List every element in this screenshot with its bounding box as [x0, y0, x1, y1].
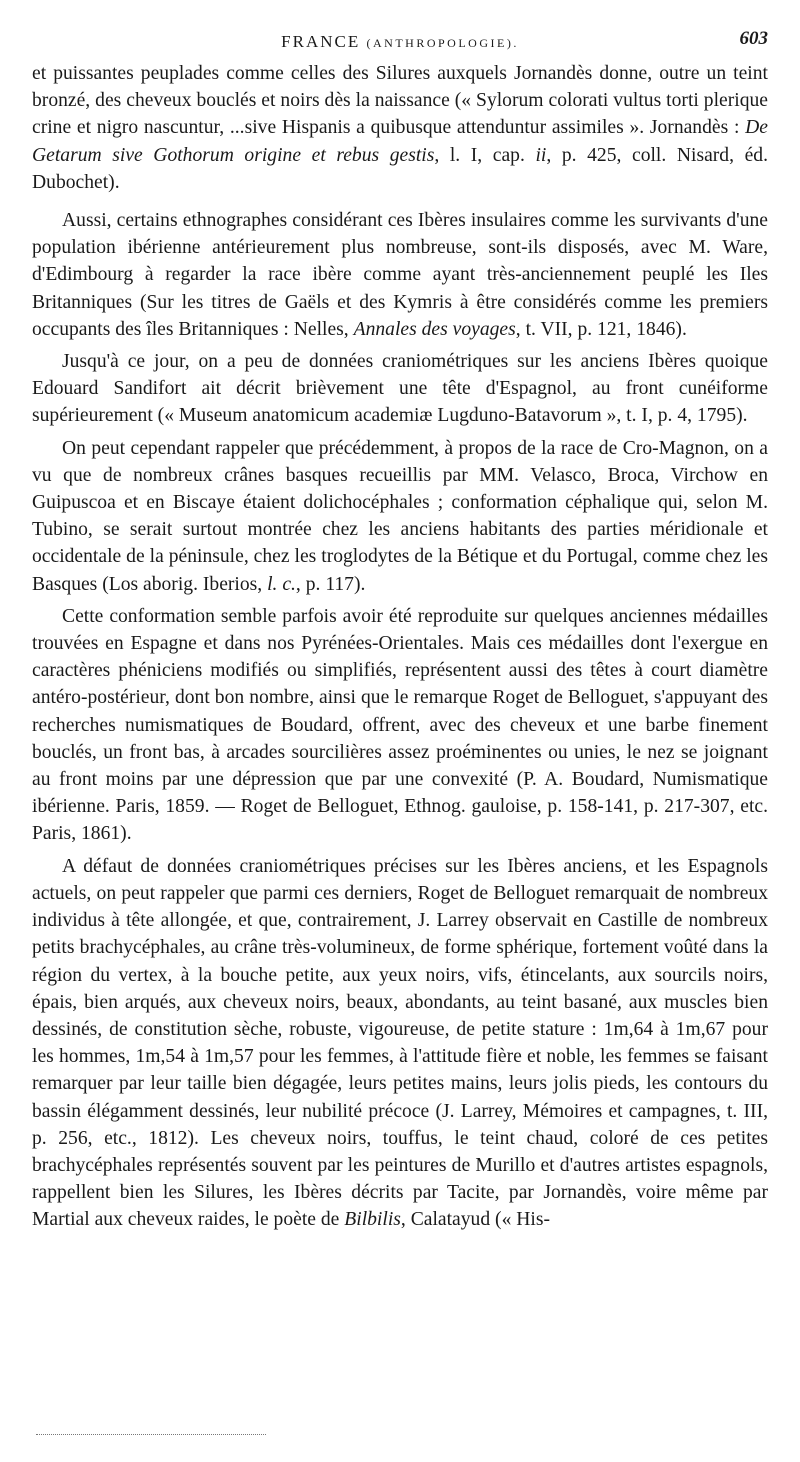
text-run: , p. 425, coll. Nisard, éd. Dubochet). — [32, 144, 768, 193]
paragraph — [32, 207, 768, 343]
text-run: , l. I, cap. — [434, 144, 536, 166]
paragraph — [32, 435, 768, 598]
italic-text: Annales des voyages — [353, 318, 516, 340]
text-run: Aussi, certains ethnographes considérant ces Ibères insulaires comme les survivants d'une population ibérienne antérieurement plus nombreuse, sont-ils disposés, avec M. Ware, d'Edimbourg à regarder la race ibère comme ayant très-anciennement peuplé les Iles Britanniques (Sur les titres de Gaëls et des Kymris à être considérés comme les premiers occupants des îles Britanniques : Nelles, — [32, 210, 768, 340]
text-run: , p. 117). — [295, 573, 366, 595]
footer-rule — [36, 1434, 266, 1435]
paragraph — [32, 603, 768, 848]
page-number: 603 — [739, 28, 768, 49]
paragraph — [32, 60, 768, 196]
running-title-sub: (ANTHROPOLOGIE). — [366, 36, 519, 50]
text-run: A défaut de données craniométriques précises sur les Ibères anciens, et les Espagnols actuels, on peut rappeler que parmi ces derniers, Roget de Belloguet remarquait de nombreux individus à tête allongée, et que, contrairement, J. Larrey observait en Castille de nombreux petits brachycéphales, au crâne très-volumineux, de forme sphérique, fortement voûté dans la région du vertex, à la bouche petite, aux yeux noirs, vifs, étincelants, aux sourcils noirs, épais, bien arqués, aux cheveux noirs, beaux, abondants, au teint basané, aux muscles bien dessinés, de constitution sèche, robuste, vigoureuse, de petite stature : 1m,64 à 1m,67 pour les hommes, 1m,54 à 1m,57 pour les femmes, à l'attitude fière et noble, les femmes se faisant remarquer par leur taille bien dégagée, leurs petites mains, leurs jolis pieds, les contours du bassin élégamment dessinés, leur nubilité précoce (J. Larrey, Mémoires et campagnes, t. III, p. 256, etc., 1812). Les cheveux noirs, touffus, le teint chaud, coloré de ces petites brachycéphales représentés souvent par les peintures de Murillo et d'autres artistes espagnols, rappellent bien les Silures, les Ibères décrits par Tacite, par Jornandès, voire même par Martial aux cheveux raides, le poète de — [32, 855, 768, 1231]
text-run: On peut cependant rappeler que précédemment, à propos de la race de Cro-Magnon, on a vu que de nombreux crânes basques recueillis par MM. Velasco, Broca, Virchow en Guipuscoa et en Biscaye étaient dolichocéphales ; conformation céphalique qui, selon M. Tubino, se serait surtout montrée chez les anciens habitants des parties méridionale et occidentale de la péninsule, chez les troglodytes de la Bétique et du Portugal, comme chez les Basques (Los aborig. Iberios, — [32, 437, 768, 595]
paragraph — [32, 348, 768, 430]
italic-text: Bilbilis — [344, 1209, 401, 1231]
body-text — [32, 60, 768, 1234]
text-run: Jusqu'à ce jour, on a peu de données craniométriques sur les anciens Ibères quoique Edouard Sandifort ait décrit brièvement une tête d'Espagnol, au front cunéiforme supérieurement (« Museum anatomicum academiæ Lugduno-Batavorum », t. I, p. 4, 1795). — [32, 351, 768, 427]
running-title-main: FRANCE — [281, 32, 361, 51]
italic-text: ii — [535, 144, 547, 166]
italic-text: l. c. — [267, 573, 296, 595]
text-run: , t. VII, p. 121, 1846). — [515, 318, 687, 340]
text-run: Cette conformation semble parfois avoir été reproduite sur quelques anciennes médailles trouvées en Espagne et dans nos Pyrénées-Orientales. Mais ces médailles dont l'exergue en caractères phéniciens modifiés ou simplifiés, représentent aussi des têtes à court diamètre antéro-postérieur, dont bon nombre, ainsi que le remarque Roget de Belloguet, s'appuyant des recherches numismatiques de Boudard, offrent, avec des cheveux et une barbe finement bouclés, un front bas, à arcades sourcilières assez proéminentes ou unies, le nez se joignant au front moins par une dépression que par une convexité (P. A. Boudard, Numismatique ibérienne. Paris, 1859. — Roget de Belloguet, Ethnog. gauloise, p. 158-141, p. 217-307, etc. Paris, 1861). — [32, 605, 768, 845]
text-run: , Calatayud (« His- — [400, 1209, 551, 1231]
running-title — [32, 32, 768, 52]
running-head — [32, 0, 768, 60]
text-run: et puissantes peuplades comme celles des Silures auxquels Jornandès donne, outre un teint bronzé, des cheveux bouclés et noirs dès la naissance (« Sylorum colorati vultus torti plerique crine et nigro nascuntur, ...sive Hispanis a quibusque attenduntur assimiles ». Jornandès : — [32, 63, 768, 139]
paragraph — [32, 853, 768, 1234]
italic-text: De Getarum sive Gothorum origine et rebus gestis — [32, 117, 768, 166]
